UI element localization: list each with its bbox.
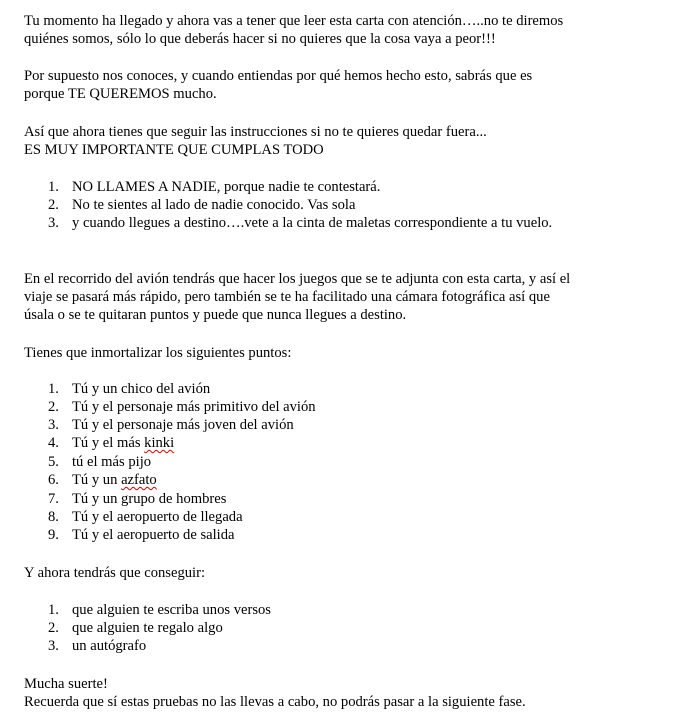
photo-item [48, 490, 226, 508]
closing-line-1: Mucha suerte! [24, 676, 108, 692]
photo-item [48, 398, 316, 416]
list-text: Tú y un grupo de hombres [72, 491, 227, 507]
photo-item [48, 416, 294, 434]
list-text: Tú y el personaje más primitivo del avión [72, 399, 316, 415]
list-text: y cuando llegues a destino….vete a la cinta de maletas correspondiente a tu vuelo. [72, 215, 553, 231]
rule-item [48, 196, 355, 214]
photo-item [48, 508, 243, 526]
para3-line-2: ES MUY IMPORTANTE QUE CUMPLAS TODO [24, 142, 324, 158]
rule-item [48, 214, 552, 232]
list-number: 1. [48, 179, 59, 195]
para3-line-1: Así que ahora tienes que seguir las instrucciones si no te quieres quedar fuera... [24, 124, 487, 140]
list-text: que alguien te escriba unos versos [72, 602, 271, 618]
list-number: 3. [48, 417, 59, 433]
task-item [48, 637, 146, 655]
list-number: 1. [48, 381, 59, 397]
photo-item [48, 471, 157, 489]
tasks-intro: Y ahora tendrás que conseguir: [24, 565, 206, 581]
misspelled-word: kinki [144, 435, 175, 451]
photo-item [48, 434, 174, 452]
list-text: tú el más pijo [72, 454, 152, 470]
task-item [48, 619, 223, 637]
list-number: 3. [48, 638, 59, 654]
list-text: Tú y el aeropuerto de salida [72, 527, 235, 543]
list-number: 6. [48, 472, 59, 488]
para2-line-1: Por supuesto nos conoces, y cuando entiendas por qué hemos hecho esto, sabrás que es [24, 68, 533, 84]
para4-line-1: En el recorrido del avión tendrás que hacer los juegos que se te adjunta con esta carta, y así el [24, 271, 571, 287]
list-number: 9. [48, 527, 59, 543]
list-number: 1. [48, 602, 59, 618]
para4-line-3: úsala o se te quitaran puntos y puede que nunca llegues a destino. [24, 307, 407, 323]
list-text: Tú y el más [72, 435, 145, 451]
misspelled-word: azfato [121, 472, 157, 488]
list-number: 7. [48, 491, 59, 507]
list-text: Tú y un chico del avión [72, 381, 211, 397]
list-number: 2. [48, 399, 59, 415]
list-text: un autógrafo [72, 638, 147, 654]
list-text: Tú y el personaje más joven del avión [72, 417, 294, 433]
list-text: Tú y el aeropuerto de llegada [72, 509, 243, 525]
list-number: 2. [48, 620, 59, 636]
list-number: 8. [48, 509, 59, 525]
closing-line-2: Recuerda que sí estas pruebas no las llevas a cabo, no podrás pasar a la siguiente fase. [24, 694, 526, 710]
list-text: NO LLAMES A NADIE, porque nadie te contestará. [72, 179, 381, 195]
task-item [48, 601, 271, 619]
photo-item [48, 380, 210, 398]
intro-line-2: quiénes somos, sólo lo que deberás hacer si no quieres que la cosa vaya a peor!!! [24, 31, 496, 47]
photos-intro: Tienes que inmortalizar los siguientes puntos: [24, 345, 292, 361]
list-number: 3. [48, 215, 59, 231]
list-text: Tú y un [72, 472, 122, 488]
list-number: 2. [48, 197, 59, 213]
list-text: que alguien te regalo algo [72, 620, 223, 636]
list-text: No te sientes al lado de nadie conocido. Vas sola [72, 197, 356, 213]
rule-item [48, 178, 380, 196]
photo-item [48, 453, 151, 471]
para4-line-2: viaje se pasará más rápido, pero también se te ha facilitado una cámara fotográfica así que [24, 289, 550, 305]
intro-line-1: Tu momento ha llegado y ahora vas a tener que leer esta carta con atención…..no te diremos [24, 13, 564, 29]
list-number: 4. [48, 435, 59, 451]
list-number: 5. [48, 454, 59, 470]
para2-line-2: porque TE QUEREMOS mucho. [24, 86, 217, 102]
photo-item [48, 526, 235, 544]
